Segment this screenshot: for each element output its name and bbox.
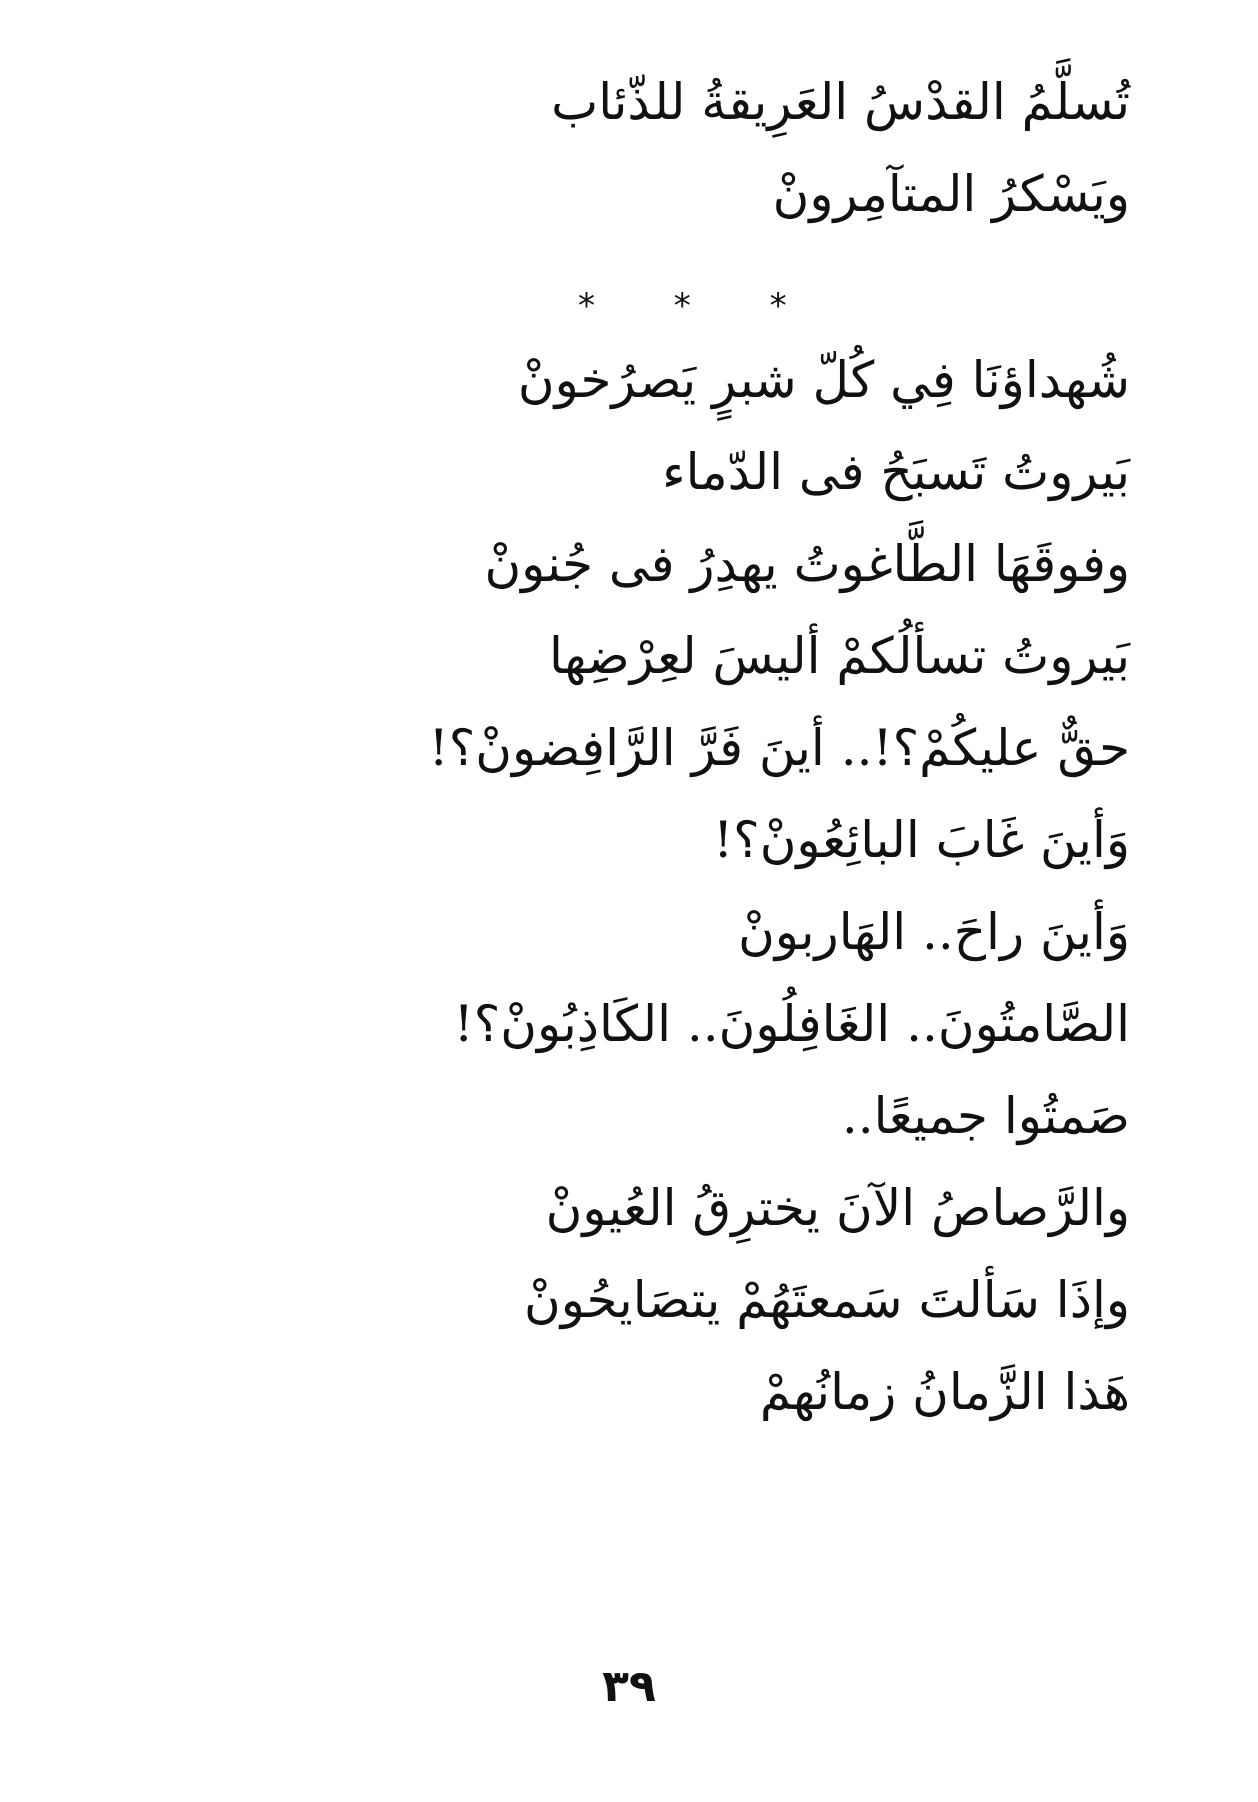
poem-line-9: وَأينَ راحَ.. الهَاربونْ xyxy=(738,903,1130,961)
poem-line-12: والرَّصاصُ الآنَ يخترِقُ العُيونْ xyxy=(545,1179,1130,1237)
poem-text xyxy=(430,74,1130,1456)
poem-line-3: شُهداؤنَا فِي كُلّ شبرٍ يَصرُخونْ xyxy=(517,351,1130,409)
poem-line-10: الصَّامتُونَ.. الغَافِلُونَ.. الكَاذِبُونْ؟! xyxy=(453,995,1130,1053)
poem-line-14: هَذا الزَّمانُ زمانُهمْ xyxy=(759,1363,1130,1421)
stanza-separator: * * * xyxy=(578,286,821,326)
poem-line-1: تُسلَّمُ القدْسُ العَرِيقةُ للذّئاب xyxy=(551,73,1130,131)
poem-line-7: حقٌّ عليكُمْ؟!.. أينَ فَرَّ الرَّافِضونْ؟! xyxy=(428,719,1130,777)
poem-line-8: وَأينَ غَابَ البائِعُونْ؟! xyxy=(713,811,1130,869)
poem-line-2: ويَسْكرُ المتآمِرونْ xyxy=(772,165,1130,223)
page-number: ٣٩ xyxy=(602,1661,656,1712)
poem-line-4: بَيروتُ تَسبَحُ فى الدّماء xyxy=(662,443,1130,501)
poem-line-13: وإذَا سَألتَ سَمعتَهُمْ يتصَايحُونْ xyxy=(523,1271,1130,1329)
poem-line-11: صَمتُوا جميعًا.. xyxy=(841,1087,1130,1145)
poem-line-5: وفوقَهَا الطَّاغوتُ يهدِرُ فى جُنونْ xyxy=(484,535,1130,593)
poem-line-6: بَيروتُ تسألُكمْ أليسَ لعِرْضِها xyxy=(548,627,1130,685)
